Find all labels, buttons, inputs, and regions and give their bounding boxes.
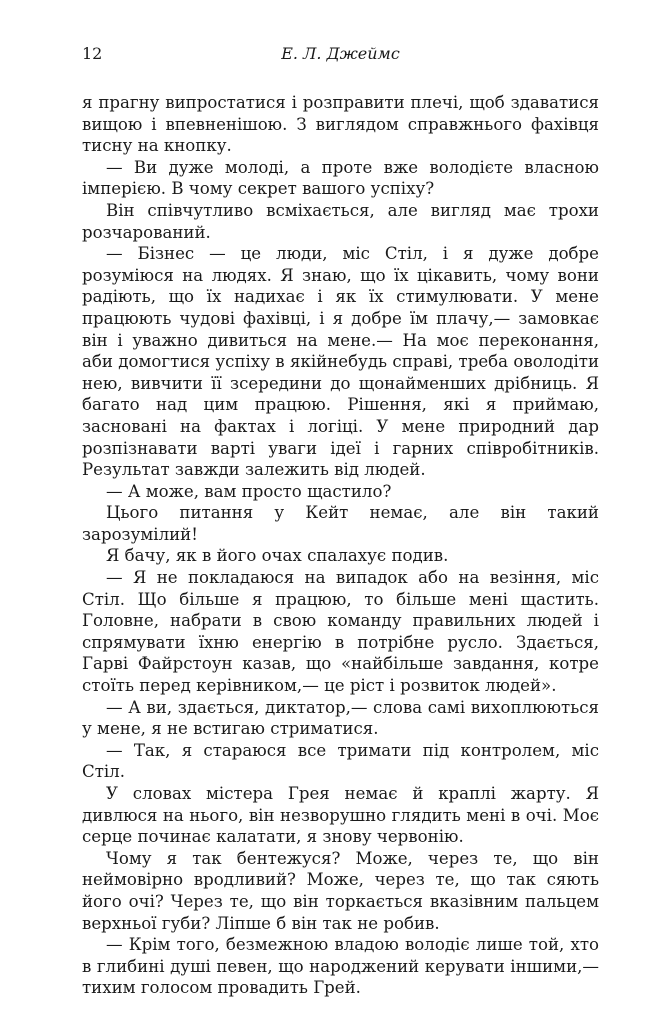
page-number: 12 [82, 44, 103, 63]
paragraph: У словах містера Грея немає й краплі жарту. Я дивлюся на нього, він незворушно глядить мені в очі. Моє серце починає калатати, я знову червонію. [82, 784, 599, 847]
running-head: Е. Л. Джеймс [281, 44, 400, 63]
paragraph: — Крім того, безмежною владою володіє лише той, хто в глибині душі певен, що народжений керувати іншими,— тихим голосом провадить Грей. [82, 935, 599, 998]
paragraph: — А може, вам просто щастило? [106, 481, 392, 501]
paragraph: — Я не покладаюся на випадок або на везіння, міс Стіл. Що більше я працюю, то більше мені щастить. Головне, набрати в свою команду правильних людей і спрямувати їхню енергію в потрібне русло. Здається, Гарві Файрстоун казав, що «найбільше завдання, котре стоїть перед керівником,— це ріст і розвиток людей». [82, 568, 599, 696]
paragraph: Він співчутливо всміхається, але вигляд має трохи розчарований. [82, 200, 599, 242]
body-text [82, 92, 599, 999]
paragraph: я прагну випростатися і розправити плечі, щоб здаватися вищою і впевненішою. З виглядом справжнього фахівця тисну на кнопку. [82, 93, 599, 156]
paragraph: Я бачу, як в його очах спалахує подив. [106, 546, 449, 566]
paragraph: Чому я так бентежуся? Може, через те, що він неймовірно вродливий? Може, через те, що так сяють його очі? Через те, що він торкається вказівним пальцем верхньої губи? Ліпше б він так не робив. [82, 848, 599, 933]
paragraph: — Бізнес — це люди, міс Стіл, і я дуже добре розуміюся на людях. Я знаю, що їх цікавить, чому вони радіють, що їх надихає і як їх стимулювати. У мене працюють чудові фахівці, і я добре їм плачу,— замовкає він і уважно дивиться на мене.— На моє переконання, аби домогтися успіху в якійнебудь справі, треба оволодіти нею, вивчити її зсередини до щонайменших дрібниць. Я багато над цим працюю. Рішення, які я приймаю, засновані на фактах і логіці. У мене природний дар розпізнавати варті уваги ідеї і гарних співробітників. Результат завжди залежить від людей. [82, 244, 599, 480]
paragraph: — А ви, здається, диктатор,— слова самі вихоплюються у мене, я не встигаю стриматися. [82, 697, 599, 739]
paragraph: — Ви дуже молоді, а проте вже володієте власною імперією. В чому секрет вашого успіху? [82, 157, 599, 199]
paragraph: Цього питання у Кейт немає, але він такий зарозумілий! [82, 503, 599, 544]
paragraph: — Так, я стараюся все тримати під контролем, міс Стіл. [82, 740, 599, 782]
page-header [82, 44, 599, 68]
